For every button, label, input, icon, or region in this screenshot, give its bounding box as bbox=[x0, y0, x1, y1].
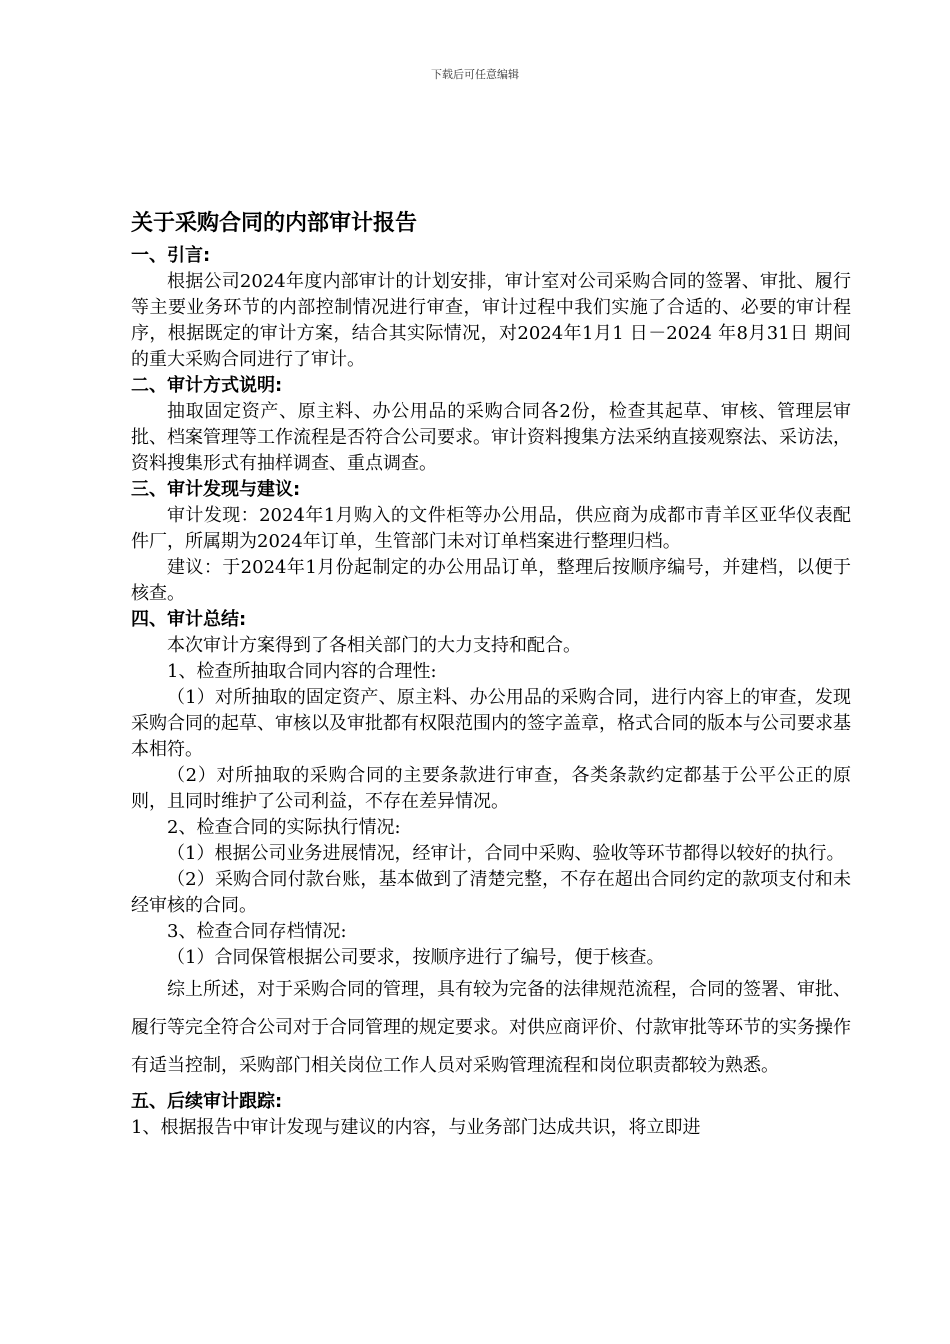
section-audit-method bbox=[131, 373, 851, 477]
paragraph: （1）合同保管根据公司要求，按顺序进行了编号，便于核查。 bbox=[167, 947, 665, 968]
paragraph: 1、根据报告中审计发现与建议的内容，与业务部门达成共识，将立即进 bbox=[131, 1117, 701, 1138]
section-heading: 三、审计发现与建议: bbox=[131, 479, 301, 500]
section-follow-up bbox=[131, 1089, 851, 1141]
paragraph: （2）采购合同付款台账，基本做到了清楚完整，不存在超出合同约定的款项支付和未经审核的合同。 bbox=[131, 869, 851, 916]
paragraph: 本次审计方案得到了各相关部门的大力支持和配合。 bbox=[167, 635, 581, 656]
paragraph: 建议：于2024年1月份起制定的办公用品订单，整理后按顺序编号，并建档，以便于核查。 bbox=[131, 557, 851, 604]
document-title: 关于采购合同的内部审计报告 bbox=[131, 211, 418, 236]
conclusion-paragraph: 综上所述，对于采购合同的管理，具有较为完备的法律规范流程，合同的签署、审批、履行等完全符合公司对于合同管理的规定要求。对供应商评价、付款审批等环节的实务操作有适当控制，采购部门相关岗位工作人员对采购管理流程和岗位职责都较为熟悉。 bbox=[131, 979, 851, 1076]
paragraph: 根据公司2024年度内部审计的计划安排，审计室对公司采购合同的签署、审批、履行等主要业务环节的内部控制情况进行审查，审计过程中我们实施了合适的、必要的审计程序，根据既定的审计方案，结合其实际情况，对2024年1月1 日－2024 年8月31日 期间的重大采购合同进行了审计。 bbox=[131, 271, 851, 370]
paragraph: 2、检查合同的实际执行情况: bbox=[167, 817, 401, 838]
section-heading: 四、审计总结: bbox=[131, 609, 247, 630]
paragraph: （2）对所抽取的采购合同的主要条款进行审查，各类条款约定都基于公平公正的原则，且同时维护了公司利益，不存在差异情况。 bbox=[131, 765, 851, 812]
paragraph: 抽取固定资产、原主料、办公用品的采购合同各2份，检查其起草、审核、管理层审批、档案管理等工作流程是否符合公司要求。审计资料搜集方法采纳直接观察法、采访法，资料搜集形式有抽样调查、重点调查。 bbox=[131, 401, 851, 474]
paragraph: 1、检查所抽取合同内容的合理性: bbox=[167, 661, 437, 682]
paragraph: （1）根据公司业务进展情况，经审计，合同中采购、验收等环节都得以较好的执行。 bbox=[167, 843, 845, 864]
section-heading: 二、审计方式说明: bbox=[131, 375, 283, 396]
paragraph: （1）对所抽取的固定资产、原主料、办公用品的采购合同，进行内容上的审查，发现采购合同的起草、审核以及审批都有权限范围内的签字盖章，格式合同的版本与公司要求基本相符。 bbox=[131, 687, 851, 760]
paragraph: 审计发现：2024年1月购入的文件柜等办公用品，供应商为成都市青羊区亚华仪表配件厂，所属期为2024年订单，生管部门未对订单档案进行整理归档。 bbox=[131, 505, 851, 552]
document-body bbox=[131, 205, 851, 1141]
section-introduction bbox=[131, 243, 851, 373]
header-note: 下载后可任意编辑 bbox=[431, 68, 519, 81]
section-findings bbox=[131, 477, 851, 607]
paragraph: 3、检查合同存档情况: bbox=[167, 921, 347, 942]
section-heading: 五、后续审计跟踪: bbox=[131, 1091, 283, 1112]
section-summary bbox=[131, 607, 851, 1085]
section-heading: 一、引言: bbox=[131, 245, 211, 266]
